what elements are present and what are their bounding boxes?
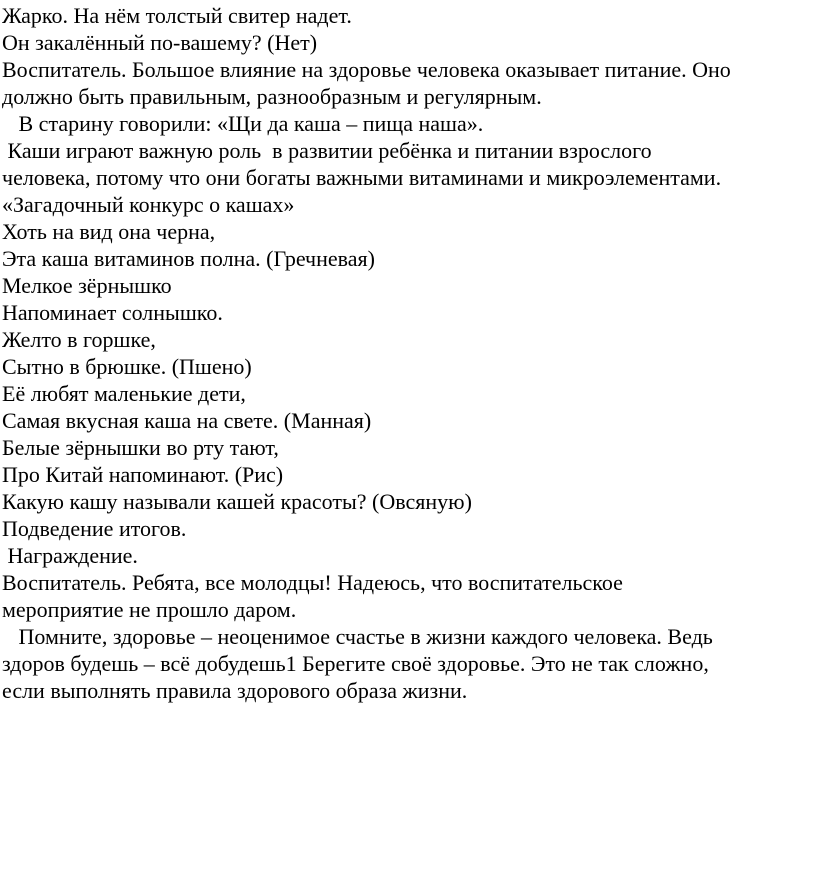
text-line: Помните, здоровье – неоценимое счастье в жизни каждого человека. Ведь (2, 624, 713, 649)
riddle-line: Желто в горшке, (2, 327, 156, 352)
riddle-line: Её любят маленькие дети, (2, 381, 246, 406)
text-line: Воспитатель. Большое влияние на здоровье человека оказывает питание. Оно (2, 57, 731, 82)
riddle-line: Белые зёрнышки во рту тают, (2, 435, 279, 460)
riddle-line: Эта каша витаминов полна. (Гречневая) (2, 246, 375, 271)
text-line: человека, потому что они богаты важными витаминами и микроэлементами. (2, 165, 722, 190)
riddle-line: Мелкое зёрнышко (2, 273, 172, 298)
document-text (2, 2, 812, 704)
text-line: мероприятие не прошло даром. (2, 597, 297, 622)
text-line: Он закалённый по-вашему? (Нет) (2, 30, 318, 55)
text-line: Подведение итогов. (2, 516, 187, 541)
text-line: Награждение. (2, 543, 138, 568)
riddle-line: Сытно в брюшке. (Пшено) (2, 354, 252, 379)
riddle-line: Напоминает солнышко. (2, 300, 223, 325)
section-heading: «Загадочный конкурс о кашах» (2, 192, 295, 217)
riddle-line: Самая вкусная каша на свете. (Манная) (2, 408, 372, 433)
riddle-line: Какую кашу называли кашей красоты? (Овсяную) (2, 489, 472, 514)
riddle-line: Про Китай напоминают. (Рис) (2, 462, 284, 487)
riddle-line: Хоть на вид она черна, (2, 219, 216, 244)
text-line: В старину говорили: «Щи да каша – пища наша». (2, 111, 484, 136)
text-line: Воспитатель. Ребята, все молодцы! Надеюсь, что воспитательское (2, 570, 623, 595)
text-line: должно быть правильным, разнообразным и регулярным. (2, 84, 542, 109)
text-line: если выполнять правила здорового образа жизни. (2, 678, 468, 703)
text-line: Каши играют важную роль в развитии ребёнка и питании взрослого (2, 138, 652, 163)
text-line: Жарко. На нём толстый свитер надет. (2, 3, 352, 28)
text-line: здоров будешь – всё добудешь1 Берегите своё здоровье. Это не так сложно, (2, 651, 709, 676)
